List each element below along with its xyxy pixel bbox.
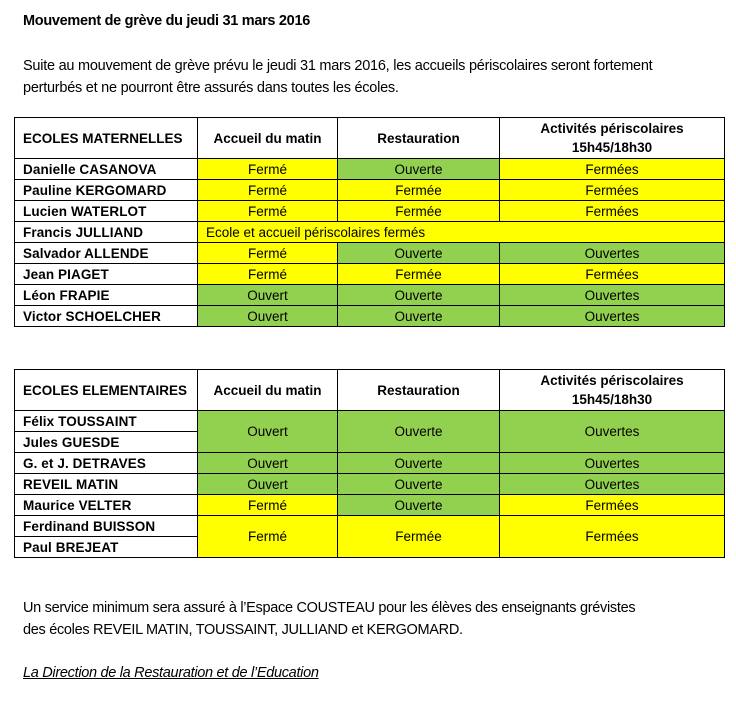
accueil-status: Fermé xyxy=(198,243,338,264)
accueil-status: Ouvert xyxy=(198,306,338,327)
table-header-row xyxy=(15,118,725,159)
header-accueil: Accueil du matin xyxy=(198,118,338,159)
restauration-status: Ouverte xyxy=(338,411,500,453)
table-row xyxy=(15,516,725,537)
activites-status: Fermées xyxy=(500,201,725,222)
table-row xyxy=(15,453,725,474)
restauration-status: Ouverte xyxy=(338,474,500,495)
accueil-status: Fermé xyxy=(198,201,338,222)
activites-status: Ouvertes xyxy=(500,453,725,474)
table-row xyxy=(15,411,725,432)
school-name: Maurice VELTER xyxy=(15,495,198,516)
header-activites xyxy=(500,370,725,411)
accueil-status: Ouvert xyxy=(198,285,338,306)
note-line-1: Un service minimum sera assuré à l’Espace COUSTEAU pour les élèves des enseignants grévistes xyxy=(23,600,636,616)
restauration-status: Ouverte xyxy=(338,159,500,180)
accueil-status: Ouvert xyxy=(198,411,338,453)
school-name: G. et J. DETRAVES xyxy=(15,453,198,474)
accueil-status: Fermé xyxy=(198,264,338,285)
restauration-status: Fermée xyxy=(338,180,500,201)
accueil-status: Fermé xyxy=(198,495,338,516)
table-row xyxy=(15,285,725,306)
table-row xyxy=(15,495,725,516)
accueil-status: Ouvert xyxy=(198,474,338,495)
activites-status: Fermées xyxy=(500,264,725,285)
accueil-status: Fermé xyxy=(198,180,338,201)
table-row xyxy=(15,306,725,327)
school-name: Salvador ALLENDE xyxy=(15,243,198,264)
table-row xyxy=(15,180,725,201)
school-name: Jean PIAGET xyxy=(15,264,198,285)
activites-status: Fermées xyxy=(500,180,725,201)
signature: La Direction de la Restauration et de l’Education xyxy=(23,665,319,681)
school-name: Paul BREJEAT xyxy=(15,537,198,558)
school-name: Danielle CASANOVA xyxy=(15,159,198,180)
activites-status: Ouvertes xyxy=(500,411,725,453)
school-name: Ferdinand BUISSON xyxy=(15,516,198,537)
accueil-status: Fermé xyxy=(198,159,338,180)
header-activites-line2: 15h45/18h30 xyxy=(571,140,653,155)
school-name: Léon FRAPIE xyxy=(15,285,198,306)
document-title: Mouvement de grève du jeudi 31 mars 2016 xyxy=(23,13,310,29)
table-row xyxy=(15,243,725,264)
restauration-status: Ouverte xyxy=(338,453,500,474)
accueil-status: Ouvert xyxy=(198,453,338,474)
school-name: Jules GUESDE xyxy=(15,432,198,453)
header-accueil: Accueil du matin xyxy=(198,370,338,411)
activites-status: Ouvertes xyxy=(500,243,725,264)
header-school: ECOLES MATERNELLES xyxy=(15,118,198,159)
school-name: REVEIL MATIN xyxy=(15,474,198,495)
table-row xyxy=(15,474,725,495)
restauration-status: Ouverte xyxy=(338,495,500,516)
minimum-service-note xyxy=(23,597,723,641)
activites-status: Fermées xyxy=(500,159,725,180)
activites-status: Fermées xyxy=(500,516,725,558)
elementaires-table xyxy=(14,369,725,558)
school-name: Félix TOUSSAINT xyxy=(15,411,198,432)
header-activites-line1: Activités périscolaires xyxy=(540,121,684,136)
restauration-status: Fermée xyxy=(338,516,500,558)
table-header-row xyxy=(15,370,725,411)
restauration-status: Ouverte xyxy=(338,243,500,264)
restauration-status: Ouverte xyxy=(338,285,500,306)
school-name: Victor SCHOELCHER xyxy=(15,306,198,327)
activites-status: Ouvertes xyxy=(500,474,725,495)
school-name: Pauline KERGOMARD xyxy=(15,180,198,201)
table-row xyxy=(15,264,725,285)
restauration-status: Fermée xyxy=(338,201,500,222)
restauration-status: Fermée xyxy=(338,264,500,285)
activites-status: Ouvertes xyxy=(500,285,725,306)
header-activites-line2: 15h45/18h30 xyxy=(571,392,653,407)
accueil-status: Fermé xyxy=(198,516,338,558)
activites-status: Ouvertes xyxy=(500,306,725,327)
restauration-status: Ouverte xyxy=(338,306,500,327)
closed-school-notice: Ecole et accueil périscolaires fermés xyxy=(198,222,725,243)
header-school: ECOLES ELEMENTAIRES xyxy=(15,370,198,411)
school-name: Francis JULLIAND xyxy=(15,222,198,243)
header-activites xyxy=(500,118,725,159)
header-restauration: Restauration xyxy=(338,370,500,411)
table-row xyxy=(15,159,725,180)
note-line-2: des écoles REVEIL MATIN, TOUSSAINT, JULLIAND et KERGOMARD. xyxy=(23,622,463,638)
intro-paragraph: Suite au mouvement de grève prévu le jeudi 31 mars 2016, les accueils périscolaires seront fortement perturbés et ne pourront être assurés dans toutes les écoles. xyxy=(23,58,653,96)
header-restauration: Restauration xyxy=(338,118,500,159)
header-activites-line1: Activités périscolaires xyxy=(540,373,684,388)
maternelles-table xyxy=(14,117,725,327)
activites-status: Fermées xyxy=(500,495,725,516)
table-row xyxy=(15,222,725,243)
school-name: Lucien WATERLOT xyxy=(15,201,198,222)
table-row xyxy=(15,201,725,222)
